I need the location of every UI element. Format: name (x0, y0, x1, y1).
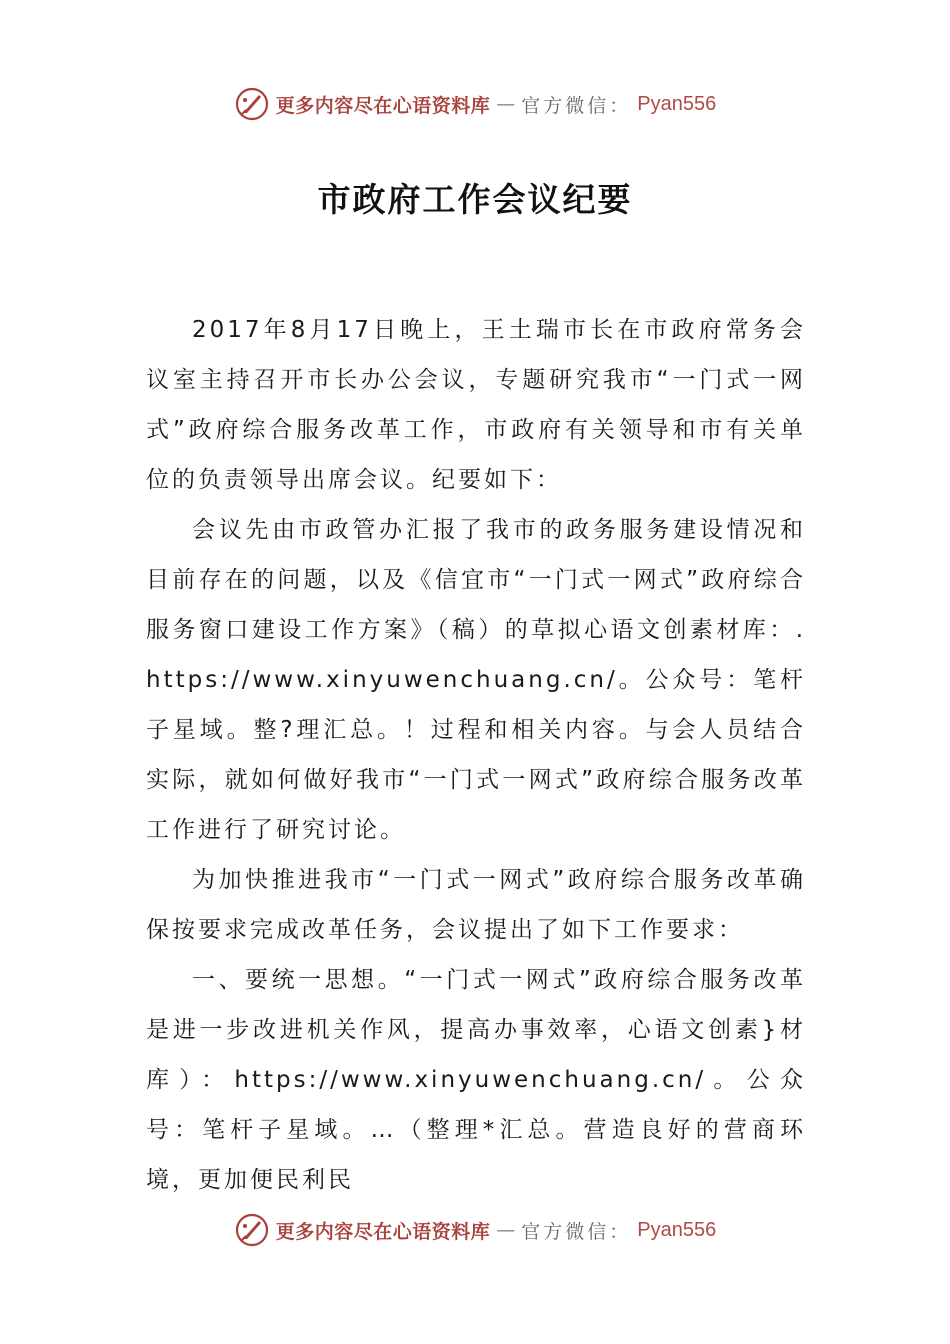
paragraph: 2017年8月17日晚上，王土瑞市长在市政府常务会议室主持召开市长办公会议，专题研究我市“一门式一网式”政府综合服务改革工作，市政府有关领导和市有关单位的负责领导出席会议。纪要如下： (146, 317, 806, 493)
document-title: 市政府工作会议纪要 (317, 180, 633, 219)
paragraph: 为加快推进我市“一门式一网式”政府综合服务改革确保按要求完成改革任务，会议提出了如下工作要求： (146, 867, 806, 943)
watermark-wechat-label: 官方微信： (521, 94, 632, 117)
watermark-wechat-label: 官方微信： (521, 1220, 632, 1243)
paragraph: 一、要统一思想。“一门式一网式”政府综合服务改革是进一步改进机关作风，提高办事效率，心语文创素}材库）：https://www.xinyuwenchuang.cn/。公众号：笔杆子星域。…（整理*汇总。营造良好的营商环境，更加便民利民 (146, 967, 806, 1193)
watermark-text: 更多内容尽在心语资料库 (275, 1220, 491, 1243)
footer-watermark (0, 1210, 950, 1250)
quill-logo-icon (234, 86, 270, 122)
watermark-wechat-id: Pyan556 (637, 92, 717, 115)
watermark-separator: — (496, 93, 516, 115)
paragraph: 会议先由市政管办汇报了我市的政务服务建设情况和目前存在的问题，以及《信宜市“一门式一网式”政府综合服务窗口建设工作方案》（稿）的草拟心语文创素材库：.https://www.xinyuwenchuang.cn/。公众号：笔杆子星域。整?理汇总。！过程和相关内容。与会人员结合实际，就如何做好我市“一门式一网式”政府综合服务改革工作进行了研究讨论。 (146, 517, 806, 843)
watermark-wechat-id: Pyan556 (637, 1218, 717, 1241)
quill-logo-icon (234, 1212, 270, 1248)
header-watermark (0, 84, 950, 124)
watermark-text: 更多内容尽在心语资料库 (275, 94, 491, 117)
watermark-separator: — (496, 1219, 516, 1241)
document-body (146, 305, 806, 1205)
